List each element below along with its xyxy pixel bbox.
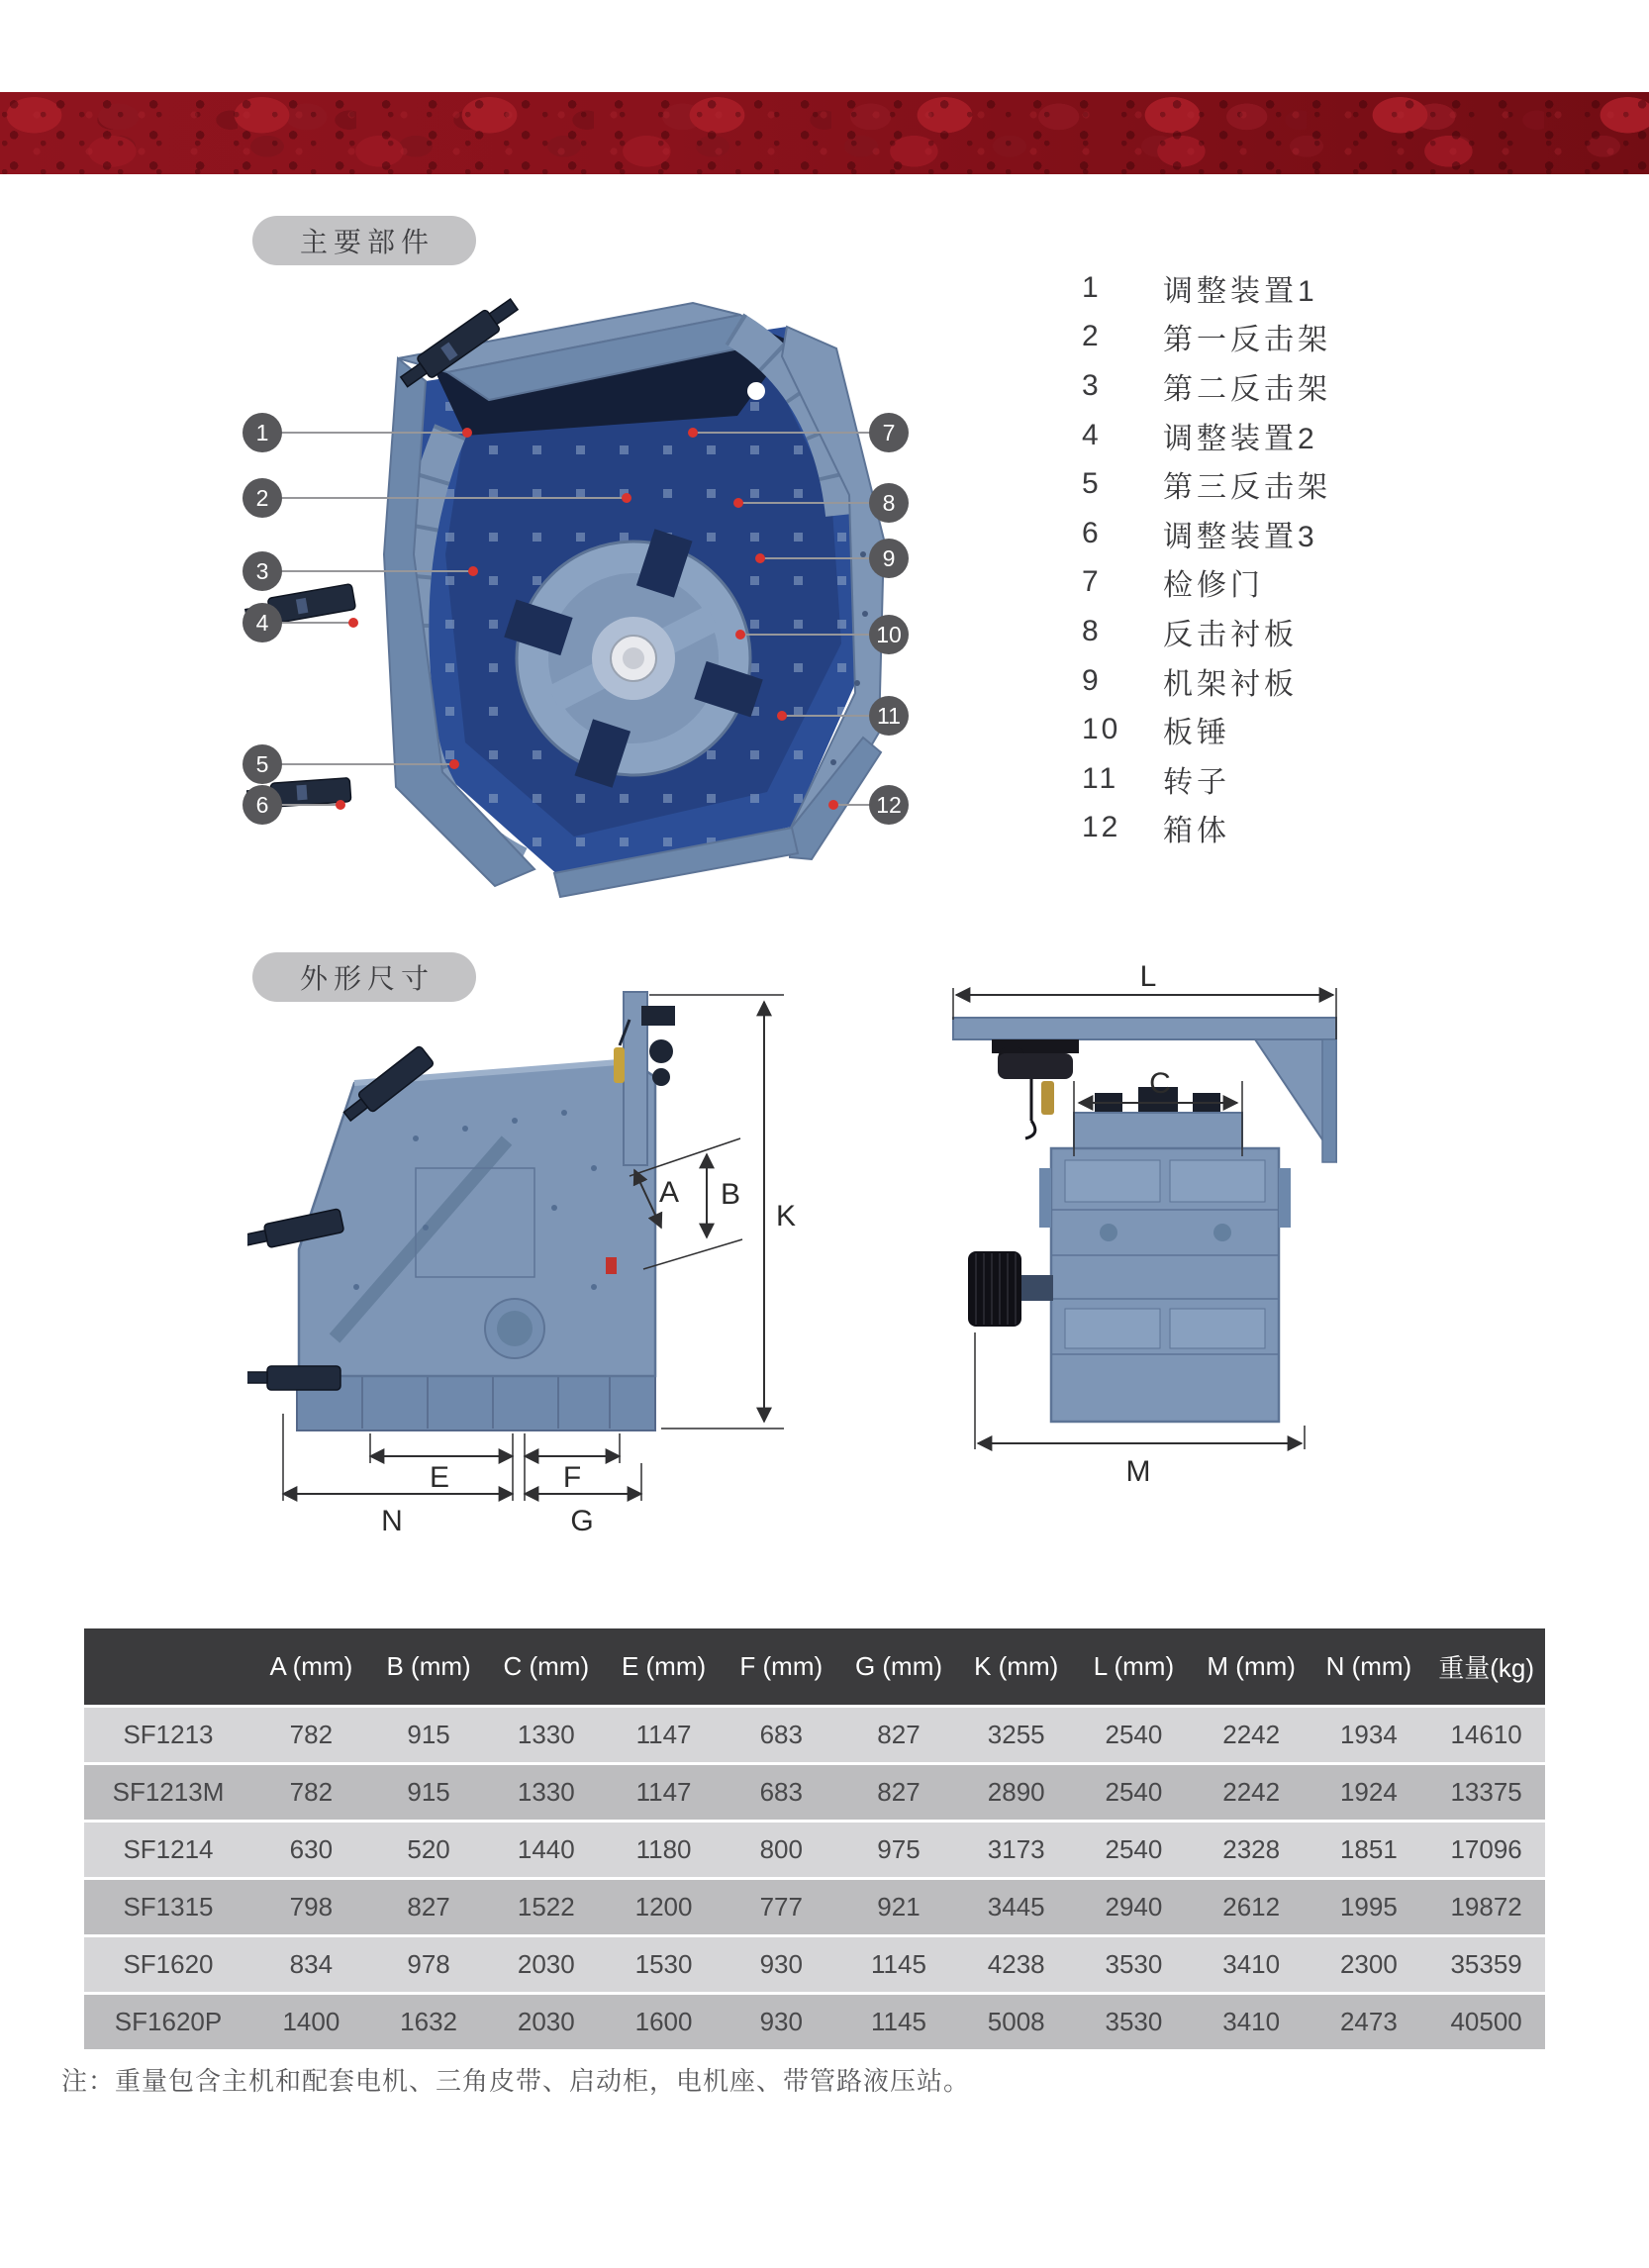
value-cell: 3255 [987,1720,1045,1749]
part-item [1082,656,1438,706]
part-number: 10 [1082,713,1121,746]
dim-label-B: B [721,1178,741,1211]
callout-4: 4 [242,603,282,642]
value-cell: 3530 [1105,2007,1163,2036]
callout-dot [336,800,345,810]
col-header: B (mm) [386,1651,471,1681]
part-name: 第三反击架 [1163,471,1331,505]
callout-leader-line [738,502,889,504]
part-number: 7 [1082,565,1102,599]
value-cell: 2940 [1105,1892,1163,1922]
callout-2: 2 [242,478,282,518]
value-cell: 3530 [1105,1949,1163,1979]
table-body [84,1708,1545,2049]
value-cell: 1147 [635,1720,692,1749]
value-cell: 19872 [1450,1892,1522,1922]
model-cell: SF1213 [123,1720,214,1749]
callout-dot [468,566,478,576]
part-number: 4 [1082,418,1102,451]
value-cell: 1440 [517,1834,575,1864]
part-name: 箱体 [1163,815,1230,848]
part-item [1082,705,1438,754]
table-header-row [84,1628,1545,1705]
value-cell: 827 [877,1720,921,1749]
value-cell: 978 [407,1949,450,1979]
dim-label-E: E [429,1461,450,1494]
value-cell: 2242 [1222,1720,1281,1749]
callout-leader-line [693,432,889,434]
callout-6: 6 [242,785,282,825]
side-view-dimension-drawing [247,975,841,1544]
value-cell: 2540 [1105,1834,1163,1864]
value-cell: 1147 [635,1777,692,1807]
value-cell: 35359 [1450,1949,1522,1979]
value-cell: 5008 [987,2007,1045,2036]
value-cell: 930 [759,1949,803,1979]
callout-dot [777,711,787,721]
value-cell: 3173 [987,1834,1045,1864]
callout-dot [688,428,698,438]
value-cell: 1145 [871,1949,926,1979]
section-title-dimensions: 外形尺寸 [252,952,476,1002]
value-cell: 1934 [1339,1720,1398,1749]
value-cell: 1180 [635,1834,692,1864]
col-header: C (mm) [503,1651,590,1681]
parts-list [1082,263,1438,852]
part-name: 调整装置2 [1163,422,1318,455]
col-header: K (mm) [974,1651,1059,1681]
col-header: G (mm) [854,1651,943,1681]
section-title-main-components: 主要部件 [252,216,476,265]
part-item [1082,411,1438,460]
part-name: 第二反击架 [1163,372,1331,406]
value-cell: 777 [759,1892,803,1922]
col-header: L (mm) [1093,1651,1175,1681]
value-cell: 975 [877,1834,921,1864]
value-cell: 1200 [634,1892,693,1922]
callout-leader-line [262,497,627,499]
value-cell: 1851 [1339,1834,1398,1864]
part-item [1082,459,1438,509]
value-cell: 1400 [282,2007,340,2036]
value-cell: 1995 [1339,1892,1398,1922]
value-cell: 2540 [1105,1777,1163,1807]
model-cell: SF1315 [123,1892,214,1922]
value-cell: 1924 [1339,1777,1398,1807]
value-cell: 13375 [1450,1777,1522,1807]
part-item [1082,558,1438,608]
value-cell: 520 [407,1834,450,1864]
value-cell: 1600 [634,2007,693,2036]
part-name: 机架衬板 [1163,667,1298,701]
value-cell: 800 [759,1834,803,1864]
table-row [84,1823,1545,1877]
part-name: 检修门 [1163,569,1264,603]
dim-label-M: M [1125,1455,1151,1488]
front-view-dimension-drawing [921,950,1366,1584]
col-header: 重量(kg) [1438,1653,1535,1683]
value-cell: 2540 [1105,1720,1163,1749]
callout-12: 12 [869,785,909,825]
value-cell: 834 [289,1949,334,1979]
dim-label-N: N [381,1505,403,1537]
dim-label-K: K [776,1200,797,1233]
col-header: E (mm) [621,1651,707,1681]
value-cell: 1632 [400,2007,457,2036]
part-item [1082,509,1438,558]
dim-label-A: A [658,1176,680,1209]
part-name: 反击衬板 [1163,618,1298,651]
value-cell: 3410 [1222,1949,1281,1979]
table-row [84,1937,1545,1992]
model-cell: SF1620 [123,1949,214,1979]
footnote: 注：重量包含主机和配套电机、三角皮带、启动柜，电机座、带管路液压站。 [61,2066,971,2096]
callout-dot [828,800,838,810]
value-cell: 1145 [871,2007,926,2036]
callout-dot [755,553,765,563]
value-cell: 782 [289,1777,334,1807]
callout-dot [348,618,358,628]
model-cell: SF1214 [123,1834,214,1864]
part-number: 8 [1082,614,1102,647]
part-item [1082,754,1438,804]
callout-3: 3 [242,551,282,591]
part-name: 转子 [1163,765,1230,799]
callout-leader-line [262,763,454,765]
value-cell: 827 [407,1892,450,1922]
part-number: 3 [1082,368,1102,402]
part-number: 6 [1082,516,1102,549]
value-cell: 17096 [1450,1834,1522,1864]
callout-1: 1 [242,413,282,452]
callout-10: 10 [869,615,909,654]
model-cell: SF1620P [114,2007,223,2036]
value-cell: 930 [759,2007,803,2036]
part-item [1082,804,1438,853]
value-cell: 2328 [1222,1834,1281,1864]
callout-11: 11 [869,696,909,736]
value-cell: 683 [759,1777,803,1807]
value-cell: 782 [289,1720,334,1749]
value-cell: 630 [289,1834,334,1864]
callout-leader-line [262,432,467,434]
dim-label-C: C [1149,1067,1171,1100]
value-cell: 915 [407,1720,450,1749]
table-row [84,1765,1545,1820]
part-item [1082,313,1438,362]
callout-dot [733,498,743,508]
part-name: 第一反击架 [1163,324,1331,357]
part-number: 2 [1082,320,1102,353]
value-cell: 2030 [517,2007,575,2036]
value-cell: 2030 [517,1949,575,1979]
value-cell: 1330 [517,1720,575,1749]
value-cell: 827 [877,1777,921,1807]
callout-9: 9 [869,539,909,578]
col-header: M (mm) [1207,1651,1296,1681]
part-item [1082,263,1438,313]
callout-leader-line [740,634,889,636]
part-number: 11 [1082,761,1119,795]
value-cell: 3410 [1222,2007,1281,2036]
red-texture-banner [0,92,1649,174]
dim-label-F: F [562,1461,582,1494]
model-cell: SF1213M [112,1777,225,1807]
part-item [1082,361,1438,411]
spec-table [84,1628,1545,2049]
value-cell: 1530 [634,1949,693,1979]
callout-7: 7 [869,413,909,452]
part-number: 1 [1082,270,1102,304]
value-cell: 2473 [1339,2007,1398,2036]
part-name: 板锤 [1163,717,1230,750]
value-cell: 2612 [1222,1892,1281,1922]
value-cell: 915 [407,1777,450,1807]
col-header: A (mm) [269,1651,353,1681]
value-cell: 1330 [517,1777,575,1807]
value-cell: 2890 [987,1777,1045,1807]
value-cell: 2242 [1222,1777,1281,1807]
value-cell: 3445 [987,1892,1045,1922]
part-item [1082,607,1438,656]
callout-dot [622,493,631,503]
part-number: 12 [1082,811,1121,844]
part-name: 调整装置3 [1163,520,1318,553]
callout-5: 5 [242,744,282,784]
callout-8: 8 [869,483,909,523]
callout-dot [735,630,745,640]
callout-dot [449,759,459,769]
value-cell: 1522 [517,1892,575,1922]
value-cell: 4238 [987,1949,1045,1979]
value-cell: 683 [759,1720,803,1749]
col-header: N (mm) [1325,1651,1412,1681]
value-cell: 2300 [1339,1949,1398,1979]
value-cell: 798 [289,1892,334,1922]
part-name: 调整装置1 [1163,274,1318,308]
col-header: F (mm) [739,1651,824,1681]
callout-leader-line [262,570,473,572]
value-cell: 921 [877,1892,921,1922]
part-number: 5 [1082,467,1102,501]
dim-label-G: G [570,1505,594,1537]
dim-label-L: L [1139,960,1157,993]
table-row [84,1995,1545,2049]
value-cell: 14610 [1450,1720,1522,1749]
callout-dot [462,428,472,438]
table-row [84,1708,1545,1762]
part-number: 9 [1082,663,1102,697]
value-cell: 40500 [1450,2007,1522,2036]
table-row [84,1880,1545,1934]
